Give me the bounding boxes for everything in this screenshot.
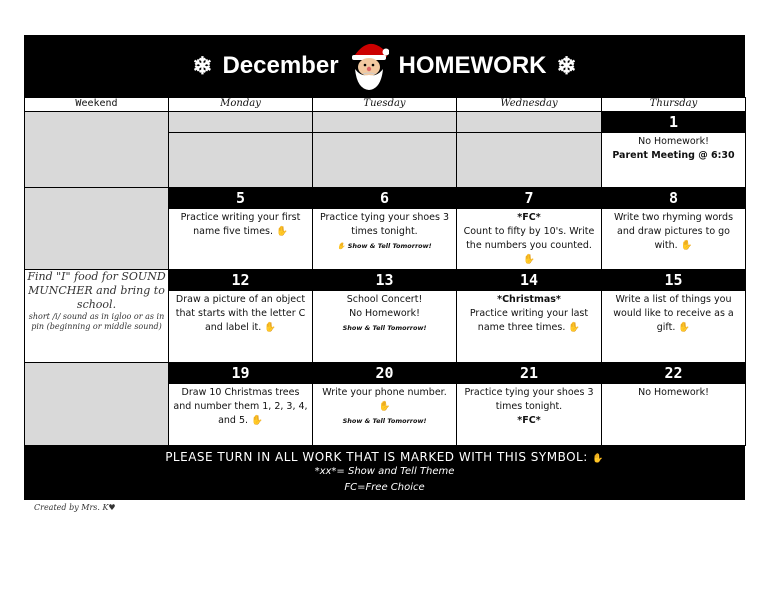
homework-cell [602,291,746,363]
homework-text: Practice writing your first name five times. ✋ [180,212,301,237]
homework-text: Draw a picture of an object that starts with the letter C and label it. ✋ [175,294,306,333]
date-number: 13 [313,270,457,291]
weekday-header-row [25,98,746,112]
legend-line-3: FC=Free Choice [344,482,425,493]
homework-bold-text: *FC* [517,212,541,223]
week-4-numbers [25,363,746,384]
empty-cell [457,133,602,188]
credit-text: Created by Mrs. K♥ [34,503,116,512]
homework-cell [313,291,457,363]
banner-title: HOMEWORK [398,52,547,79]
calendar-banner [24,35,745,97]
homework-cell [602,133,746,188]
date-cell [169,112,313,133]
homework-cell [602,384,746,446]
homework-bold-text: Parent Meeting @ 6:30 [612,150,735,161]
homework-cell [457,291,602,363]
homework-cell [313,384,457,446]
show-tell-note: Show & Tell Tomorrow! [342,417,427,425]
weekend-note-main: Find "I" food for SOUND MUNCHER and bring to school. [27,270,166,311]
calendar-grid [24,97,746,446]
homework-cell [602,209,746,270]
homework-calendar [24,35,745,500]
date-number: 15 [602,270,746,291]
date-number: 20 [313,363,457,384]
homework-cell [169,209,313,270]
homework-cell [313,209,457,270]
homework-cell [169,384,313,446]
homework-text: Write two rhyming words and draw pictures to go with. ✋ [613,212,734,251]
day-header-wednesday: Wednesday [457,98,602,112]
date-cell [313,112,457,133]
date-number: 14 [457,270,602,291]
legend-footer [24,446,745,500]
banner-snowflake-left: ❄ [192,52,213,80]
homework-cell [457,209,602,270]
date-number: 19 [169,363,313,384]
legend-line-1 [24,450,745,464]
date-number: 6 [313,188,457,209]
weekend-note-cell [25,270,169,363]
homework-text: No Homework! [638,387,709,398]
homework-text: Practice tying your shoes 3 times tonight. [319,212,450,237]
empty-cell [169,133,313,188]
date-number: 8 [602,188,746,209]
weekend-cell [25,188,169,270]
homework-text: Write a list of things you would like to receive as a gift. ✋ [613,294,734,333]
date-number: 7 [457,188,602,209]
santa-icon [349,37,389,91]
date-number: 21 [457,363,602,384]
week-3-numbers [25,270,746,291]
day-header-thursday: Thursday [602,98,746,112]
banner-month: December [222,52,339,79]
date-number: 22 [602,363,746,384]
homework-text: Practice writing your last name three times. ✋ [469,308,589,333]
empty-cell [313,133,457,188]
homework-text: No Homework! [638,136,709,147]
date-number: 5 [169,188,313,209]
banner-snowflake-right: ❄ [556,52,577,80]
week-1-numbers [25,112,746,133]
homework-text: No Homework! [349,308,420,319]
day-header-monday: Monday [169,98,313,112]
homework-text: Write your phone number. ✋ [322,387,447,412]
legend-line-2: *xx*= Show and Tell Theme [314,466,455,477]
date-cell [457,112,602,133]
week-2-numbers [25,188,746,209]
homework-text: School Concert! [346,294,423,305]
weekend-cell [25,112,169,188]
homework-cell [169,291,313,363]
homework-text: Draw 10 Christmas trees and number them 1, 2, 3, 4, and 5. ✋ [173,387,308,426]
day-header-tuesday: Tuesday [313,98,457,112]
day-header-weekend: Weekend [25,98,169,112]
homework-text: Count to fifty by 10's. Write the numbers you counted. ✋ [463,226,595,265]
show-tell-note: ✋ Show & Tell Tomorrow! [337,242,432,250]
legend-instruction: PLEASE TURN IN ALL WORK THAT IS MARKED WITH THIS SYMBOL: [165,450,588,464]
homework-bold-text: *FC* [517,415,541,426]
weekend-note-sub: short /i/ sound as in igloo or as in pin (beginning or middle sound) [28,312,165,331]
date-number: 12 [169,270,313,291]
homework-text: Practice tying your shoes 3 times tonight. [464,387,594,412]
homework-cell [457,384,602,446]
hand-symbol-icon: ✋ [592,454,604,464]
homework-bold-text: *Christmas* [497,294,561,305]
show-tell-note: Show & Tell Tomorrow! [342,324,427,332]
date-number: 1 [602,112,746,133]
weekend-cell [25,363,169,446]
